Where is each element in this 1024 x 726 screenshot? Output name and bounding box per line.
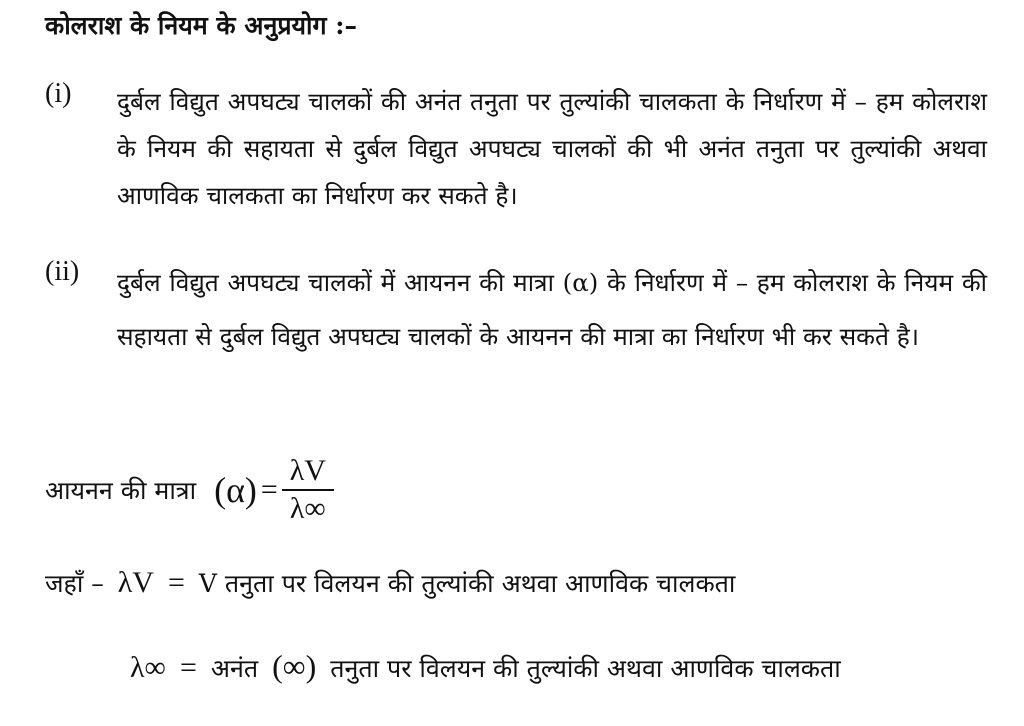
lambda-inf-pre: अनंत bbox=[210, 654, 259, 683]
fraction-bar bbox=[282, 489, 334, 491]
formula-numerator: λV bbox=[289, 454, 326, 487]
infinity-symbol: (∞) bbox=[272, 648, 317, 684]
item-text: दुर्बल विद्युत अपघट्य चालकों की अनंत तनुता पर तुल्यांकी चालकता के निर्धारण में – हम कोलराश के नियम की सहायता से दुर्बल विद्युत अपघट्य चालकों की भी अनंत तनुता पर तुल्यांकी अथवा आणविक चालकता का निर्धारण कर सकते है। bbox=[117, 87, 987, 210]
item-number: (i) bbox=[45, 78, 72, 109]
item-text: दुर्बल विद्युत अपघट्य चालकों में आयनन की मात्रा (α) के निर्धारण में – हम कोलराश के नियम की सहायता से दुर्बल विद्युत अपघट्य चालकों के आयनन की मात्रा का निर्धारण भी कर सकते है। bbox=[117, 268, 987, 351]
where-prefix: जहाँ – bbox=[45, 569, 104, 598]
formula-equals: = bbox=[260, 473, 278, 506]
lambda-v-symbol: λV bbox=[117, 566, 154, 599]
item-number: (ii) bbox=[45, 256, 80, 287]
definition-lambda-v bbox=[45, 566, 735, 600]
definition-lambda-inf bbox=[130, 648, 841, 685]
lambda-inf-definition: तनुता पर विलयन की तुल्यांकी अथवा आणविक चालकता bbox=[330, 654, 841, 683]
formula-label: आयनन की मात्रा bbox=[45, 476, 197, 505]
formula-lhs: (α) bbox=[214, 470, 257, 510]
lambda-v-definition: V तनुता पर विलयन की तुल्यांकी अथवा आणविक चालकता bbox=[198, 569, 736, 598]
section-heading: कोलराश के नियम के अनुप्रयोग :– bbox=[45, 11, 358, 40]
ionization-formula bbox=[45, 454, 334, 526]
lambda-inf-symbol: λ∞ bbox=[130, 651, 166, 684]
lambda-inf-equals: = bbox=[179, 651, 197, 684]
formula-denominator: λ∞ bbox=[289, 492, 326, 525]
lambda-v-equals: = bbox=[167, 566, 185, 599]
formula-fraction bbox=[282, 454, 334, 526]
